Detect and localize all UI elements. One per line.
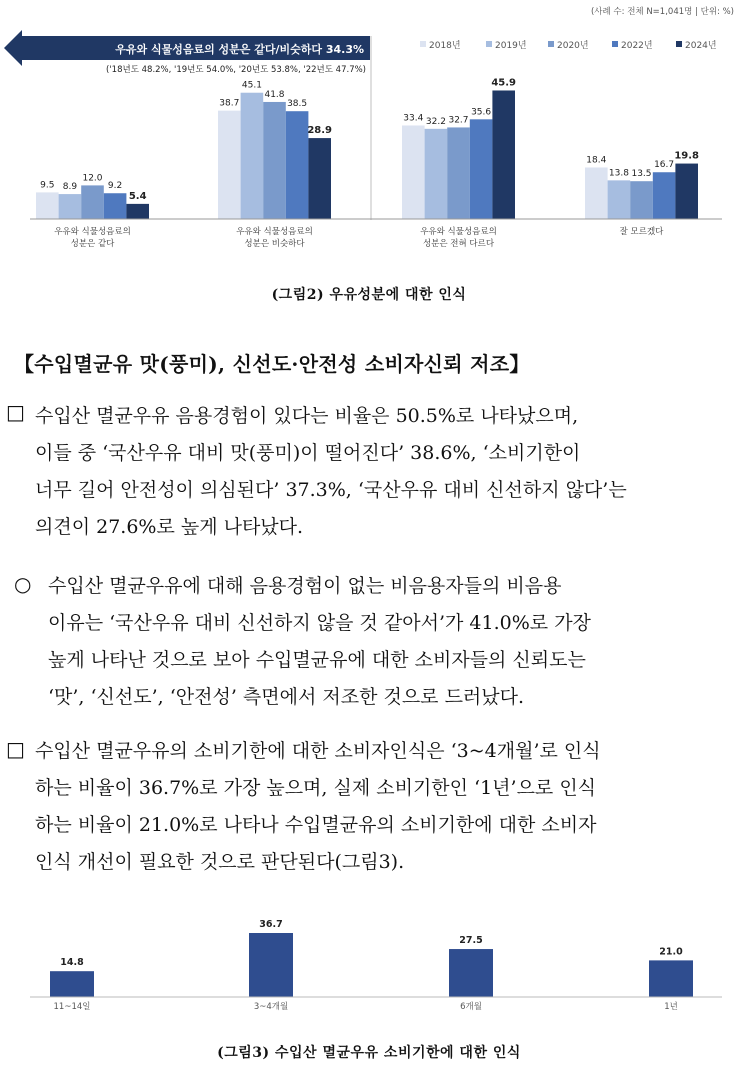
paragraph1 xyxy=(35,398,731,546)
bar-value-label: 21.0 xyxy=(659,946,683,958)
paragraph3-line1: 수입산 멸균우유의 소비기한에 대한 소비자인식은 ‘3~4개월’로 인식 xyxy=(35,740,601,762)
legend-label: 2024년 xyxy=(685,41,717,51)
bar-3 xyxy=(449,949,493,997)
bar-value-label: 33.4 xyxy=(403,113,424,124)
legend-label: 2020년 xyxy=(557,41,589,51)
category-label: 잘 모르겠다 xyxy=(619,227,664,237)
bar-2024년-2 xyxy=(308,138,331,219)
figure2-chart xyxy=(0,0,738,285)
bar-2019년-3 xyxy=(425,129,448,219)
bar-value-label: 9.2 xyxy=(107,181,123,192)
bar-1 xyxy=(50,971,94,997)
bar-value-label: 28.9 xyxy=(307,125,333,137)
figure3-caption: (그림3) 수입산 멸균우유 소비기한에 대한 인식 xyxy=(217,1045,521,1061)
bar-value-label: 8.9 xyxy=(62,182,78,193)
legend-swatch xyxy=(676,41,682,47)
bar-2018년-3 xyxy=(402,125,425,219)
bar-2020년-4 xyxy=(630,181,653,219)
figure2-category-labels xyxy=(54,226,664,249)
category-label: 성분은 전혀 다르다 xyxy=(422,239,495,249)
bar-2022년-1 xyxy=(104,193,127,219)
paragraph3-line4: 인식 개선이 필요한 것으로 판단된다(그림3). xyxy=(35,851,405,873)
bar-value-label: 5.4 xyxy=(128,190,147,202)
bar-value-label: 45.9 xyxy=(491,77,517,89)
paragraph1-line4: 의견이 27.6%로 높게 나타났다. xyxy=(35,516,304,538)
paragraph2-line3: 높게 나타난 것으로 보아 수입멸균유에 대한 소비자들의 신뢰도는 xyxy=(48,649,586,671)
paragraph2-line2: 이유는 ‘국산우유 대비 신선하지 않을 것 같아서’가 41.0%로 가장 xyxy=(48,612,591,634)
bar-2024년-3 xyxy=(492,90,515,219)
bar-2018년-1 xyxy=(36,192,59,219)
paragraph3-line2: 하는 비율이 36.7%로 가장 높으며, 실제 소비기한인 ‘1년’으로 인식 xyxy=(35,777,597,799)
paragraph3-line3: 하는 비율이 21.0%로 나타나 수입멸균유의 소비기한에 대한 소비자 xyxy=(35,814,597,836)
paragraph2-line1: 수입산 멸균우유에 대해 음용경험이 없는 비음용자들의 비음용 xyxy=(48,575,562,597)
bar-value-label: 9.5 xyxy=(40,180,55,191)
figure2-caption: (그림2) 우유성분에 대한 인식 xyxy=(271,287,467,303)
bar-value-label: 45.1 xyxy=(241,80,262,91)
bar-2022년-2 xyxy=(286,111,309,219)
bar-2018년-2 xyxy=(218,111,241,219)
bar-2019년-2 xyxy=(241,93,264,219)
bar-2020년-3 xyxy=(447,127,470,219)
paragraph2-marker: ○ xyxy=(14,572,32,596)
bar-2020년-2 xyxy=(263,102,286,219)
figure3-category-labels xyxy=(54,1001,678,1012)
bar-value-label: 12.0 xyxy=(82,173,103,184)
paragraph3 xyxy=(35,733,731,881)
bar-value-label: 19.8 xyxy=(674,150,700,162)
bar-value-label: 27.5 xyxy=(459,935,483,947)
bar-value-label: 38.7 xyxy=(219,98,240,109)
figure3-bars xyxy=(50,919,693,997)
paragraph3-marker: □ xyxy=(6,737,25,761)
category-label: 성분은 비슷하다 xyxy=(244,239,305,249)
category-label: 우유와 식물성음료의 xyxy=(236,227,313,237)
bar-value-label: 18.4 xyxy=(586,155,607,166)
bar-value-label: 41.8 xyxy=(264,89,285,100)
figure2-top-note: (사례 수: 전체 N=1,041명 | 단위: %) xyxy=(590,7,734,17)
bar-2018년-4 xyxy=(585,167,608,219)
bar-value-label: 35.6 xyxy=(471,107,492,118)
bar-2020년-1 xyxy=(81,185,104,219)
bar-value-label: 13.8 xyxy=(608,168,629,179)
category-label: 6개월 xyxy=(460,1002,482,1012)
category-label: 우유와 식물성음료의 xyxy=(420,227,497,237)
category-label: 우유와 식물성음료의 xyxy=(54,227,131,237)
section-heading: 【수입멸균유 맛(풍미), 신선도·안전성 소비자신뢰 저조】 xyxy=(14,352,530,376)
bar-2019년-1 xyxy=(59,194,82,219)
legend-swatch xyxy=(548,41,554,47)
banner-text: 우유와 식물성음료의 성분은 같다/비슷하다 34.3% xyxy=(115,43,364,56)
legend-swatch xyxy=(612,41,618,47)
bar-2 xyxy=(249,933,293,997)
bar-value-label: 32.2 xyxy=(425,116,446,127)
category-label: 11~14일 xyxy=(53,1002,91,1012)
figure2-bars xyxy=(36,77,699,219)
bar-2024년-4 xyxy=(675,164,698,219)
bar-2022년-4 xyxy=(653,172,676,219)
bar-value-label: 36.7 xyxy=(259,919,283,930)
figure2-legend xyxy=(420,39,717,51)
paragraph1-marker: □ xyxy=(6,400,25,424)
legend-swatch xyxy=(420,41,426,47)
category-label: 3~4개월 xyxy=(253,1002,289,1012)
legend-label: 2022년 xyxy=(621,41,653,51)
banner-subtext: ('18년도 48.2%, '19년도 54.0%, '20년도 53.8%, '22년도 47.7%) xyxy=(106,65,366,75)
paragraph2 xyxy=(48,568,733,716)
paragraph1-line2: 이들 중 ‘국산우유 대비 맛(풍미)이 떨어진다’ 38.6%, ‘소비기한이 xyxy=(35,442,581,464)
bar-value-label: 14.8 xyxy=(60,957,84,969)
bar-value-label: 38.5 xyxy=(287,99,308,110)
bar-value-label: 13.5 xyxy=(631,169,652,180)
bar-4 xyxy=(649,960,693,997)
paragraph1-line3: 너무 길어 안전성이 의심된다’ 37.3%, ‘국산우유 대비 신선하지 않다’는 xyxy=(35,479,627,501)
bar-2024년-1 xyxy=(126,204,149,219)
figure3-chart xyxy=(0,905,738,1025)
category-label: 성분은 같다 xyxy=(70,239,115,249)
bar-2019년-4 xyxy=(608,180,631,219)
legend-swatch xyxy=(486,41,492,47)
category-label: 1년 xyxy=(664,1002,678,1012)
paragraph1-line1: 수입산 멸균우유 음용경험이 있다는 비율은 50.5%로 나타났으며, xyxy=(35,405,579,427)
bar-value-label: 16.7 xyxy=(654,160,675,171)
bar-2022년-3 xyxy=(470,119,493,219)
legend-label: 2018년 xyxy=(429,41,461,51)
legend-label: 2019년 xyxy=(495,41,527,51)
bar-value-label: 32.7 xyxy=(448,115,469,126)
paragraph2-line4: ‘맛’, ‘신선도’, ‘안전성’ 측면에서 저조한 것으로 드러났다. xyxy=(48,686,525,708)
